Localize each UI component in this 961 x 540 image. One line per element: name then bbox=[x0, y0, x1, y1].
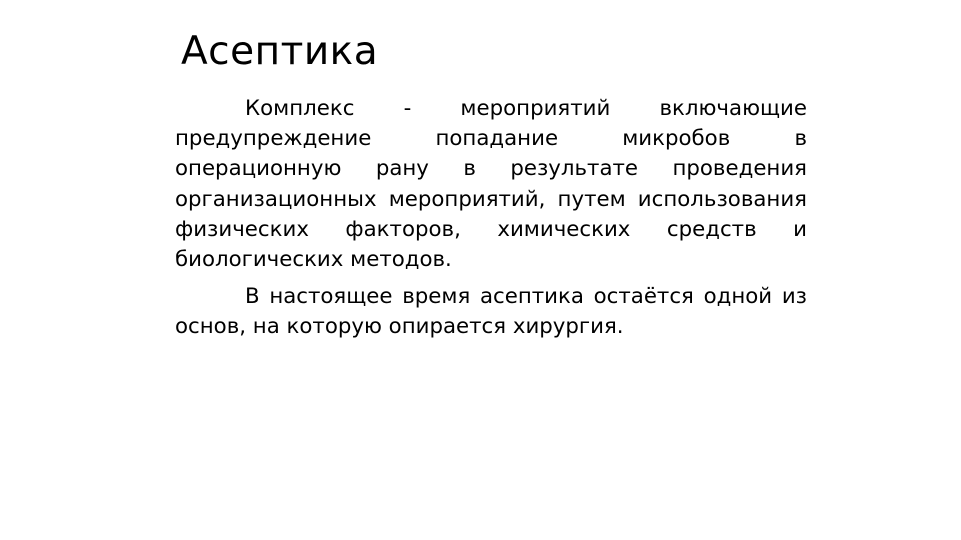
paragraph-current-role: В настоящее время асептика остаётся одной из основ, на которую опирается хирургия. bbox=[175, 284, 807, 340]
slide-body bbox=[175, 94, 807, 343]
slide-title: Асептика bbox=[181, 29, 379, 74]
paragraph-definition: Комплекс - мероприятий включающие предупреждение попадание микробов в операционную рану в результате проведения организационных мероприятий, путем использования физических факторов, химических средств и биологических методов. bbox=[175, 96, 807, 273]
